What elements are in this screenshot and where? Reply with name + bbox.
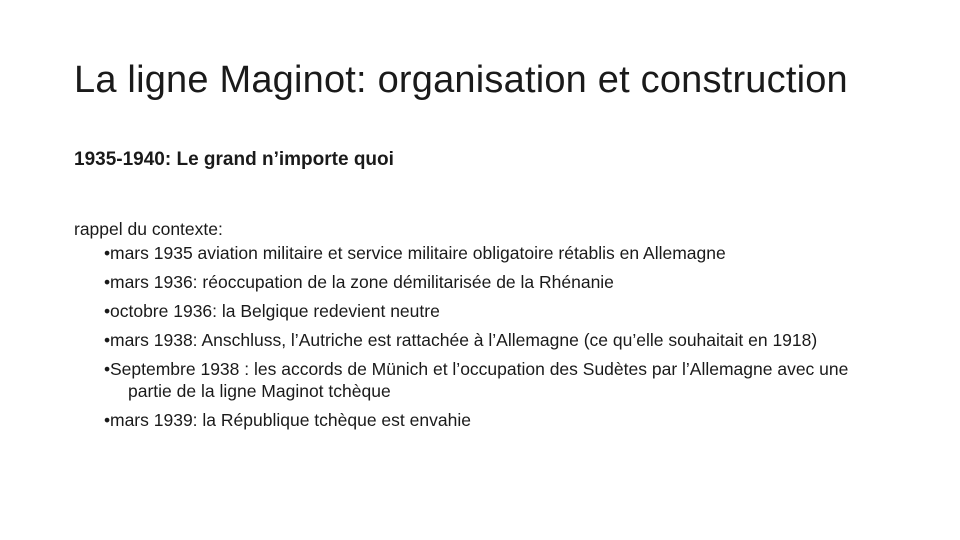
bullet-item — [104, 358, 864, 402]
bullet-glyph: • — [104, 410, 111, 430]
bullet-text: octobre 1936: la Belgique redevient neutre — [110, 301, 440, 321]
bullet-glyph: • — [104, 272, 111, 292]
bullet-item — [104, 300, 864, 322]
bullet-item — [104, 242, 864, 264]
bullet-glyph: • — [104, 359, 111, 379]
bullet-text: mars 1935 aviation militaire et service militaire obligatoire rétablis en Allemagne — [110, 243, 726, 263]
slide-subtitle: 1935-1940: Le grand n’importe quoi — [74, 149, 394, 170]
bullet-text: mars 1939: la République tchèque est envahie — [110, 410, 471, 430]
bullet-item — [104, 329, 864, 351]
bullet-text: mars 1938: Anschluss, l’Autriche est rattachée à l’Allemagne (ce qu’elle souhaitait en 1918) — [110, 330, 818, 350]
bullet-item — [104, 409, 864, 431]
bullet-glyph: • — [104, 243, 111, 263]
bullet-glyph: • — [104, 301, 111, 321]
bullet-item — [104, 271, 864, 293]
bullet-list — [104, 242, 864, 438]
bullet-glyph: • — [104, 330, 111, 350]
bullet-text: mars 1936: réoccupation de la zone démilitarisée de la Rhénanie — [110, 272, 614, 292]
bullet-text: Septembre 1938 : les accords de Münich et l’occupation des Sudètes par l’Allemagne avec une partie de la ligne Maginot tchèque — [110, 359, 849, 401]
slide-title: La ligne Maginot: organisation et construction — [74, 59, 848, 101]
intro-text: rappel du contexte: — [74, 219, 223, 239]
